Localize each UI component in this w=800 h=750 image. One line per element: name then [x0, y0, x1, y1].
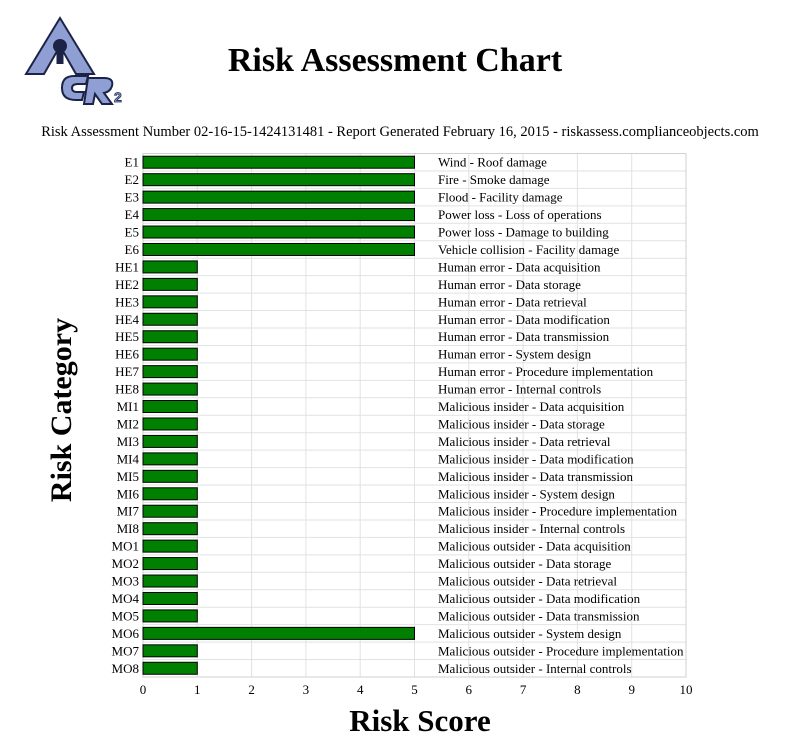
category-tick-label: HE7	[115, 364, 139, 380]
bar	[143, 523, 197, 535]
category-tick-label: E3	[124, 189, 139, 205]
x-tick-label: 1	[194, 682, 201, 697]
risk-description-label: Malicious outsider - Data acquisition	[438, 538, 631, 554]
category-tick-label: MI4	[116, 451, 139, 467]
bar	[143, 261, 197, 273]
category-tick-label: MI8	[116, 521, 139, 537]
risk-description-label: Human error - Data retrieval	[438, 294, 587, 310]
category-tick-label: MI6	[116, 486, 139, 502]
category-tick-label: MO5	[111, 608, 139, 624]
risk-description-label: Power loss - Damage to building	[438, 224, 609, 240]
risk-description-label: Malicious outsider - Internal controls	[438, 660, 632, 676]
risk-description-label: Malicious outsider - Data modification	[438, 590, 641, 606]
category-tick-label: MI2	[116, 416, 139, 432]
x-tick-label: 0	[139, 682, 147, 697]
bar	[143, 505, 197, 517]
risk-description-label: Human error - Data modification	[438, 311, 610, 327]
risk-description-label: Human error - Data transmission	[438, 329, 610, 345]
risk-description-label: Human error - Procedure implementation	[438, 364, 654, 380]
risk-description-label: Fire - Smoke damage	[438, 172, 550, 188]
x-tick-label: 4	[356, 682, 364, 697]
risk-description-label: Malicious insider - Internal controls	[438, 521, 626, 537]
category-tick-label: HE2	[115, 276, 139, 292]
risk-description-label: Malicious insider - Data retrieval	[438, 433, 611, 449]
category-tick-label: E5	[124, 224, 139, 240]
bar	[143, 296, 197, 308]
category-tick-label: HE4	[115, 311, 139, 327]
bar	[143, 627, 415, 639]
x-tick-label: 6	[465, 682, 473, 697]
y-axis-label: Risk Category	[45, 317, 78, 503]
category-tick-label: E6	[124, 241, 139, 257]
category-tick-label: E2	[124, 172, 139, 188]
bar	[143, 331, 197, 343]
x-tick-label: 5	[411, 682, 418, 697]
risk-description-label: Malicious outsider - Data storage	[438, 556, 612, 572]
category-tick-label: MI7	[116, 503, 139, 519]
bar	[143, 226, 415, 238]
category-tick-label: E4	[124, 207, 139, 223]
bar	[143, 435, 197, 447]
bar	[143, 662, 197, 674]
risk-description-label: Wind - Roof damage	[438, 154, 547, 170]
bar	[143, 383, 197, 395]
category-tick-label: HE3	[115, 294, 139, 310]
bar	[143, 313, 197, 325]
risk-description-label: Malicious outsider - System design	[438, 625, 622, 641]
category-tick-label: MO1	[111, 538, 139, 554]
x-tick-label: 3	[302, 682, 310, 697]
category-tick-label: HE8	[115, 381, 139, 397]
risk-description-label: Malicious insider - Data transmission	[438, 468, 633, 484]
bar	[143, 418, 197, 430]
bar	[143, 191, 415, 203]
risk-description-label: Malicious outsider - Procedure implementation	[438, 643, 684, 659]
category-tick-label: MO7	[111, 643, 139, 659]
risk-description-label: Human error - Internal controls	[438, 381, 602, 397]
bar	[143, 453, 197, 465]
category-tick-label: MO6	[111, 625, 139, 641]
bar	[143, 401, 197, 413]
category-tick-label: HE1	[115, 259, 139, 275]
bar	[143, 610, 197, 622]
bar	[143, 645, 197, 657]
risk-description-label: Malicious outsider - Data retrieval	[438, 573, 618, 589]
risk-description-label: Malicious insider - Data modification	[438, 451, 634, 467]
bar	[143, 156, 415, 168]
bar	[143, 592, 197, 604]
risk-description-label: Power loss - Loss of operations	[438, 207, 602, 223]
risk-description-label: Malicious outsider - Data transmission	[438, 608, 640, 624]
risk-description-label: Malicious insider - Data storage	[438, 416, 605, 432]
bar	[143, 558, 197, 570]
category-tick-label: MI1	[116, 399, 139, 415]
bar	[143, 470, 197, 482]
category-tick-label: MO2	[111, 556, 139, 572]
category-tick-label: MI3	[116, 433, 139, 449]
category-tick-label: MO8	[111, 660, 139, 676]
bar	[143, 209, 415, 221]
x-tick-label: 10	[679, 682, 693, 697]
svg-text:2: 2	[114, 89, 122, 105]
bar	[143, 575, 197, 587]
bar	[143, 243, 415, 255]
category-tick-label: HE6	[115, 346, 139, 362]
category-tick-label: HE5	[115, 329, 139, 345]
bar	[143, 366, 197, 378]
risk-description-label: Vehicle collision - Facility damage	[438, 241, 620, 257]
bar	[143, 278, 197, 290]
bar	[143, 540, 197, 552]
risk-description-label: Malicious insider - Procedure implementation	[438, 503, 677, 519]
x-tick-label: 2	[248, 682, 255, 697]
category-tick-label: MO4	[111, 590, 139, 606]
risk-description-label: Human error - Data acquisition	[438, 259, 601, 275]
bar	[143, 348, 197, 360]
x-tick-label: 9	[628, 682, 635, 697]
risk-description-label: Malicious insider - System design	[438, 486, 615, 502]
category-tick-label: E1	[124, 154, 139, 170]
category-tick-label: MI5	[116, 468, 139, 484]
page-title: Risk Assessment Chart	[227, 42, 563, 79]
x-axis-label: Risk Score	[349, 703, 491, 738]
x-tick-label: 7	[519, 682, 527, 697]
risk-description-label: Human error - Data storage	[438, 276, 581, 292]
category-tick-label: MO3	[111, 573, 139, 589]
risk-description-label: Human error - System design	[438, 346, 592, 362]
x-tick-label: 8	[574, 682, 581, 697]
report-subtitle: Risk Assessment Number 02-16-15-1424131481 - Report Generated February 16, 2015 - riskassess.complianceobjects.com	[41, 124, 759, 140]
risk-description-label: Malicious insider - Data acquisition	[438, 399, 625, 415]
risk-description-label: Flood - Facility damage	[438, 189, 563, 205]
bar	[143, 174, 415, 186]
bar	[143, 488, 197, 500]
